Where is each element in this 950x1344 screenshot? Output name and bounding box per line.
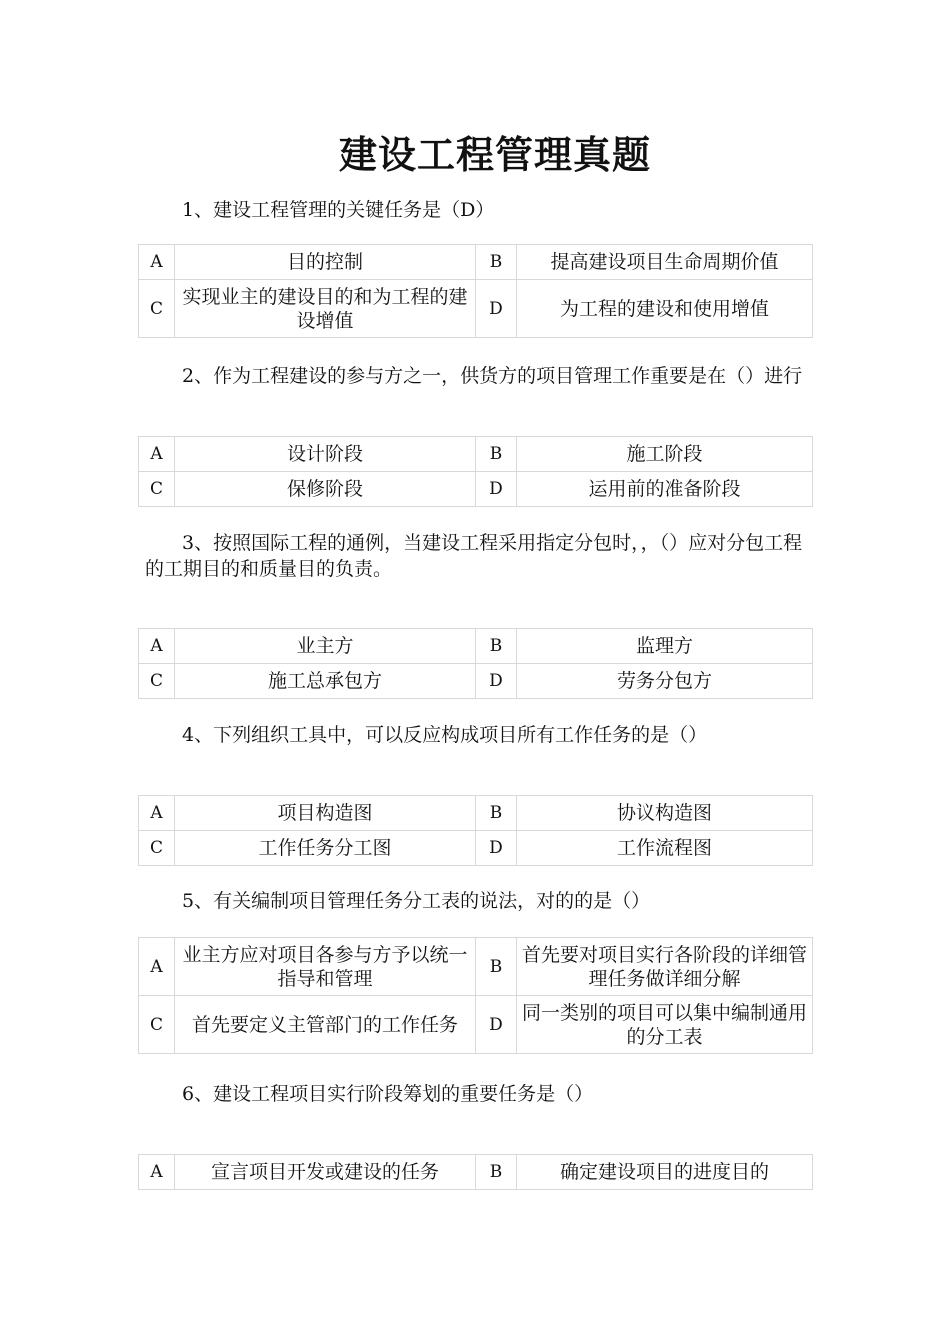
option-key: D [476, 472, 517, 507]
options-row [139, 796, 813, 831]
option-key: C [139, 996, 175, 1054]
question-5: 5、有关编制项目管理任务分工表的说法，对的的是（） [182, 890, 651, 912]
option-text: 设计阶段 [175, 437, 476, 472]
option-key: A [139, 796, 175, 831]
option-key: D [476, 831, 517, 866]
option-text: 协议构造图 [517, 796, 813, 831]
options-row [139, 831, 813, 866]
option-text: 保修阶段 [175, 472, 476, 507]
option-key: C [139, 664, 175, 699]
option-text: 项目构造图 [175, 796, 476, 831]
options-row [139, 996, 813, 1054]
option-key: D [476, 664, 517, 699]
option-key: D [476, 996, 517, 1054]
question-2-options [138, 436, 813, 507]
option-text: 首先要对项目实行各阶段的详细管理任务做详细分解 [517, 938, 813, 996]
question-3-options [138, 628, 813, 699]
option-key: A [139, 1155, 175, 1190]
options-row [139, 280, 813, 338]
option-key: A [139, 629, 175, 664]
options-row [139, 472, 813, 507]
option-key: B [476, 938, 517, 996]
options-row [139, 664, 813, 699]
option-key: C [139, 280, 175, 338]
option-key: A [139, 437, 175, 472]
option-text: 劳务分包方 [517, 664, 813, 699]
option-key: A [139, 938, 175, 996]
options-row [139, 437, 813, 472]
option-key: A [139, 245, 175, 280]
option-text: 施工阶段 [517, 437, 813, 472]
option-text: 提高建设项目生命周期价值 [517, 245, 813, 280]
option-text: 确定建设项目的进度目的 [517, 1155, 813, 1190]
question-6: 6、建设工程项目实行阶段筹划的重要任务是（） [182, 1083, 594, 1105]
question-2: 2、作为工程建设的参与方之一，供货方的项目管理工作重要是在（）进行 [182, 365, 803, 387]
option-text: 同一类别的项目可以集中编制通用的分工表 [517, 996, 813, 1054]
option-key: B [476, 796, 517, 831]
option-text: 首先要定义主管部门的工作任务 [175, 996, 476, 1054]
option-text: 业主方 [175, 629, 476, 664]
question-4-options [138, 795, 813, 866]
question-1-options [138, 244, 813, 338]
options-row [139, 938, 813, 996]
options-row [139, 629, 813, 664]
question-1: 1、建设工程管理的关键任务是（D） [182, 199, 495, 221]
option-key: B [476, 1155, 517, 1190]
option-key: B [476, 629, 517, 664]
option-key: D [476, 280, 517, 338]
option-key: B [476, 245, 517, 280]
option-text: 工作任务分工图 [175, 831, 476, 866]
option-text: 实现业主的建设目的和为工程的建设增值 [175, 280, 476, 338]
question-5-options [138, 937, 813, 1054]
question-4: 4、下列组织工具中，可以反应构成项目所有工作任务的是（） [182, 724, 708, 746]
option-text: 业主方应对项目各参与方予以统一指导和管理 [175, 938, 476, 996]
option-text: 施工总承包方 [175, 664, 476, 699]
question-6-options [138, 1154, 813, 1190]
option-key: B [476, 437, 517, 472]
option-text: 运用前的准备阶段 [517, 472, 813, 507]
options-row [139, 245, 813, 280]
question-3: 3、按照国际工程的通例，当建设工程采用指定分包时，，（）应对分包工程的工期目的和质量目的负责。 [145, 532, 803, 580]
option-key: C [139, 831, 175, 866]
option-key: C [139, 472, 175, 507]
option-text: 目的控制 [175, 245, 476, 280]
document-title: 建设工程管理真题 [338, 132, 651, 177]
option-text: 宣言项目开发或建设的任务 [175, 1155, 476, 1190]
option-text: 监理方 [517, 629, 813, 664]
option-text: 工作流程图 [517, 831, 813, 866]
option-text: 为工程的建设和使用增值 [517, 280, 813, 338]
options-row [139, 1155, 813, 1190]
